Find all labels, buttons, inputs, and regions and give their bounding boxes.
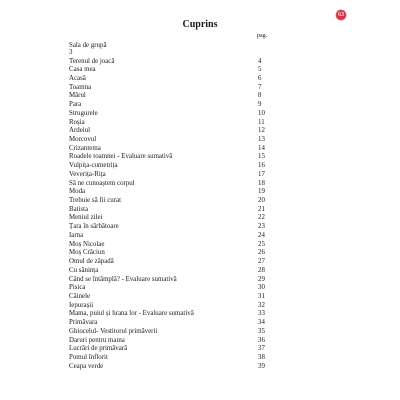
toc-entry bbox=[0, 267, 400, 276]
toc-entry-page: 34 bbox=[258, 319, 265, 327]
toc-entry bbox=[0, 249, 400, 258]
toc-entry-page: 18 bbox=[258, 179, 265, 187]
toc-entry-title: Țara în sărbătoare bbox=[69, 223, 119, 231]
toc-entry-page: 7 bbox=[258, 83, 262, 91]
toc-entry-page: 32 bbox=[258, 301, 265, 309]
toc-entry-title: Când se întâmplă? - Evaluare sumativă bbox=[69, 275, 177, 283]
toc-entry-page: 13 bbox=[258, 135, 265, 143]
toc-entry-title: Iepurașii bbox=[69, 301, 94, 309]
toc-entry-title: Omul de zăpadă bbox=[69, 258, 114, 266]
toc-entry bbox=[0, 276, 400, 285]
toc-entry-title: Roadele toamnei - Evaluare sumativă bbox=[69, 153, 173, 161]
toc-entry-title: Ardeiul bbox=[69, 127, 91, 135]
toc-entry-page: 31 bbox=[258, 292, 265, 300]
toc-entry-page: 8 bbox=[258, 92, 262, 100]
toc-entry-title: Moda bbox=[69, 188, 86, 196]
toc-entry-page: 15 bbox=[258, 153, 265, 161]
toc-entry-title: Câinele bbox=[69, 292, 91, 300]
toc-entry-page: 21 bbox=[258, 205, 265, 213]
toc-entry-title: Pisica bbox=[69, 284, 86, 292]
toc-entry bbox=[0, 42, 400, 57]
toc-entry bbox=[0, 354, 400, 363]
page-column-header: pag. bbox=[257, 33, 268, 39]
toc-entry bbox=[0, 206, 400, 215]
toc-entry-page: 10 bbox=[258, 109, 265, 117]
toc-entry-title: Mama, puiul și hrana lor - Evaluare sumativă bbox=[69, 310, 194, 318]
toc-entry bbox=[0, 345, 400, 354]
toc-entry bbox=[0, 258, 400, 267]
toc-entry-title: Cu sănința bbox=[69, 266, 99, 274]
toc-entry bbox=[0, 180, 400, 189]
page-number-badge: 63 bbox=[337, 12, 345, 18]
toc-entry bbox=[0, 101, 400, 110]
toc-entry bbox=[0, 293, 400, 302]
toc-entry bbox=[0, 127, 400, 136]
toc-entry-title: Să ne cunoaștem corpul bbox=[69, 179, 135, 187]
toc-entry-title: Acasă bbox=[69, 74, 86, 82]
toc-entry bbox=[0, 119, 400, 128]
toc-entry-page: 27 bbox=[258, 258, 265, 266]
toc-entry-page: 37 bbox=[258, 345, 265, 353]
toc-entry bbox=[0, 84, 400, 93]
toc-entry bbox=[0, 110, 400, 119]
toc-entry-title: Mărul bbox=[69, 92, 86, 100]
toc-entry bbox=[0, 188, 400, 197]
toc-entry bbox=[0, 328, 400, 337]
toc-entry bbox=[0, 136, 400, 145]
toc-entry-title: Batista bbox=[69, 205, 89, 213]
toc-entry bbox=[0, 232, 400, 241]
toc-entry-title: Primăvara bbox=[69, 319, 98, 327]
toc-entry-page: 23 bbox=[258, 223, 265, 231]
toc-entry bbox=[0, 214, 400, 223]
toc-entry-page: 20 bbox=[258, 197, 265, 205]
toc-entry-page: 17 bbox=[258, 170, 265, 178]
toc-entry-page: 22 bbox=[258, 214, 265, 222]
toc-entry-title: Meniul zilei bbox=[69, 214, 103, 222]
toc-entry-page: 16 bbox=[258, 162, 265, 170]
page-title: Cuprins bbox=[182, 19, 218, 30]
toc-entry-page: 24 bbox=[258, 231, 265, 239]
toc-entry-title: Iarna bbox=[69, 231, 84, 239]
toc-entry-title: Lucrări de primăvară bbox=[69, 345, 128, 353]
toc-entry-title: Sala de grupă bbox=[69, 42, 107, 49]
toc-entry bbox=[0, 284, 400, 293]
toc-entry-title: Casa mea bbox=[69, 66, 96, 74]
toc-entry bbox=[0, 241, 400, 250]
toc-entry bbox=[0, 66, 400, 75]
toc-entry-page: 35 bbox=[258, 327, 265, 335]
toc-entry-page: 30 bbox=[258, 284, 265, 292]
toc-entry-page: 12 bbox=[258, 127, 265, 135]
toc-entry bbox=[0, 337, 400, 346]
toc-entry bbox=[0, 75, 400, 84]
toc-entry-page: 38 bbox=[258, 353, 265, 361]
toc-entry bbox=[0, 153, 400, 162]
toc-entry bbox=[0, 302, 400, 311]
toc-entry bbox=[0, 162, 400, 171]
toc-entry-title: Ceapa verde bbox=[69, 362, 104, 370]
toc-entry-title: Morcovul bbox=[69, 135, 97, 143]
toc-entry-page: 4 bbox=[258, 57, 262, 65]
toc-entry-page: 6 bbox=[258, 74, 262, 82]
toc-entry-page: 19 bbox=[258, 188, 265, 196]
toc-entry bbox=[0, 197, 400, 206]
toc-entry-title: Moș Nicolae bbox=[69, 240, 105, 248]
toc-entry-title: Pomul înflorit bbox=[69, 353, 108, 361]
toc-entry-title: Para bbox=[69, 101, 82, 109]
toc-entry bbox=[0, 58, 400, 67]
toc-entry-title: Moș Crăciun bbox=[69, 249, 105, 257]
toc-entry bbox=[0, 223, 400, 232]
toc-entry-title: Trebuie să fii curat bbox=[69, 197, 121, 205]
toc-entry-title: Roșia bbox=[69, 118, 85, 126]
toc-entry-title: Daruri pentru mama bbox=[69, 336, 125, 344]
toc-entry-page: 33 bbox=[258, 310, 265, 318]
toc-entry-title: Veverița-Rița bbox=[69, 170, 106, 178]
toc-entry-title: Vulpița-cumetrița bbox=[69, 162, 118, 170]
toc-entry bbox=[0, 310, 400, 319]
toc-entry-page: 3 bbox=[69, 49, 73, 57]
toc-entry-title: Crizantema bbox=[69, 144, 101, 152]
toc-entry bbox=[0, 319, 400, 328]
toc-entry bbox=[0, 171, 400, 180]
toc-entry-page: 29 bbox=[258, 275, 265, 283]
toc-entry-page: 36 bbox=[258, 336, 265, 344]
toc-entry bbox=[0, 363, 400, 372]
toc-entry-title: Strugurele bbox=[69, 109, 98, 117]
toc-entry-page: 14 bbox=[258, 144, 265, 152]
toc-entry-page: 5 bbox=[258, 66, 262, 74]
toc-entry-title: Toamna bbox=[69, 83, 92, 91]
toc-entry bbox=[0, 145, 400, 154]
toc-entry-page: 11 bbox=[258, 118, 265, 126]
toc-entry-title: Terenul de joacă bbox=[69, 57, 115, 65]
toc-entry-page: 9 bbox=[258, 101, 262, 109]
toc-entry bbox=[0, 92, 400, 101]
toc-entry-page: 25 bbox=[258, 240, 265, 248]
toc-entry-page: 39 bbox=[258, 362, 265, 370]
toc-entry-page: 26 bbox=[258, 249, 265, 257]
toc-entry-page: 28 bbox=[258, 266, 265, 274]
toc-entry-title: Ghiocelul- Vestitorul primăverii bbox=[69, 327, 158, 335]
